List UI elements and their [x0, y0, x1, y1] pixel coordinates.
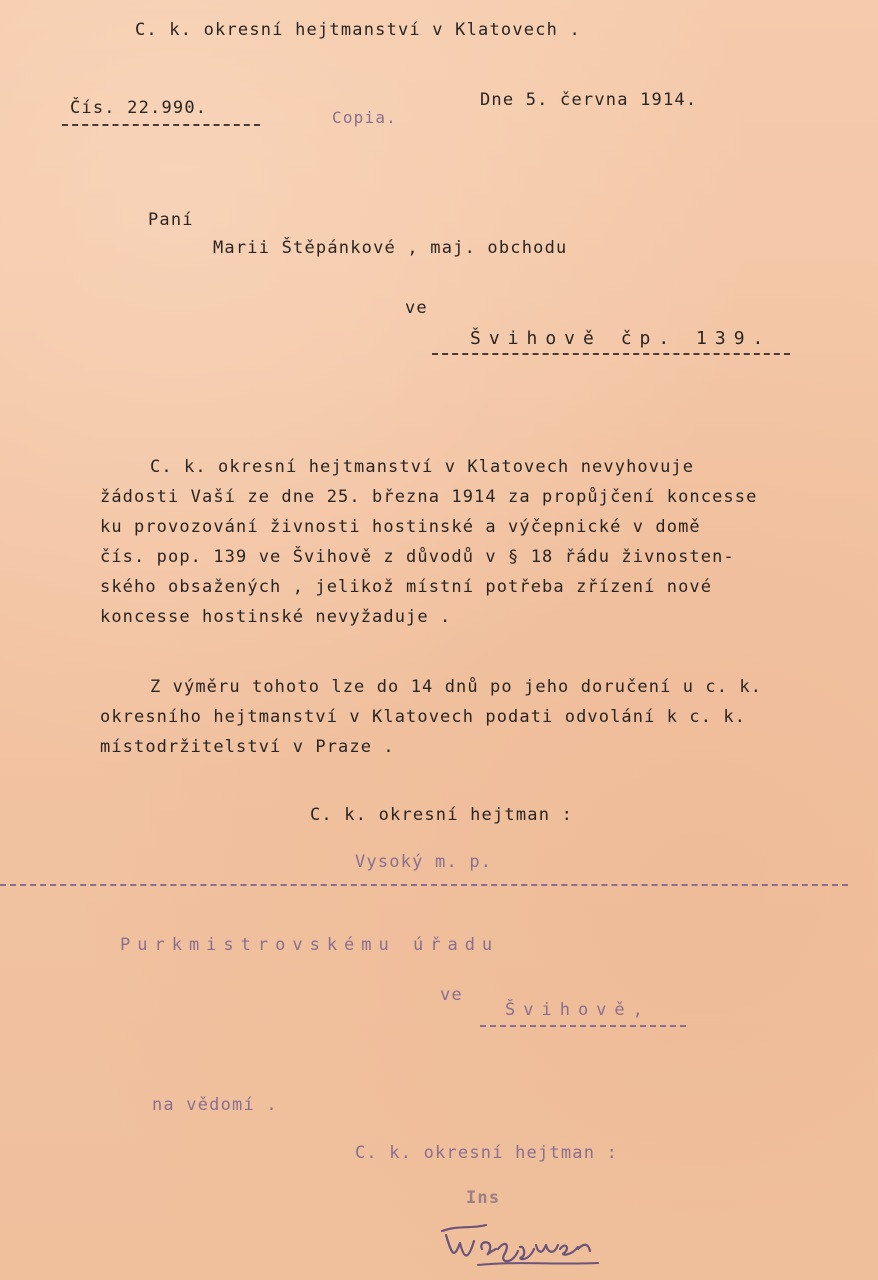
copy-recipient-preposition: ve — [440, 985, 463, 1005]
copy-label: Copia. — [332, 108, 397, 127]
section-divider — [0, 884, 848, 886]
acknowledgement-note: na vědomí . — [152, 1095, 278, 1115]
addressee-place: Švihově čp. 139. — [470, 328, 772, 349]
copy-recipient-place: Švihově, — [505, 1000, 651, 1020]
addressee-preposition: ve — [405, 298, 428, 318]
signature-name-1: Vysoký m. p. — [355, 852, 493, 872]
signature-initials: Ins — [466, 1188, 501, 1208]
issuing-authority: C. k. okresní hejtmanství v Klatovech . — [135, 20, 581, 40]
copy-recipient-office: Purkmistrovskému úřadu — [120, 935, 500, 955]
copy-recipient-underline — [480, 1025, 686, 1027]
signature-title-1: C. k. okresní hejtman : — [310, 805, 574, 825]
handwritten-signature — [438, 1215, 608, 1275]
body-paragraph-2: Z výměru tohoto lze do 14 dnů po jeho doručení u c. k. okresního hejtmanství v Klatovech podati odvolání k c. k. místodržitelství v Praze . — [100, 677, 763, 757]
document-date: Dne 5. června 1914. — [480, 90, 698, 110]
body-paragraph-1: C. k. okresní hejtmanství v Klatovech nevyhovuje žádosti Vaší ze dne 25. března 1914 za propůjčení koncesse ku provozování živnosti hostinské a výčepnické v domě čís. pop. 139 ve Švihově z důvodů v § 18 řádu živnosten- ského obsažených , jelikož místní potřeba zřízení nové koncesse hostinské nevyžaduje . — [100, 457, 758, 627]
signature-title-2: C. k. okresní hejtman : — [355, 1143, 619, 1163]
reference-number: Čís. 22.990. — [70, 98, 208, 118]
addressee-underline — [432, 353, 790, 355]
addressee-name: Marii Štěpánkové , maj. obchodu — [213, 238, 568, 258]
reference-underline — [62, 124, 260, 126]
salutation: Paní — [148, 210, 194, 230]
